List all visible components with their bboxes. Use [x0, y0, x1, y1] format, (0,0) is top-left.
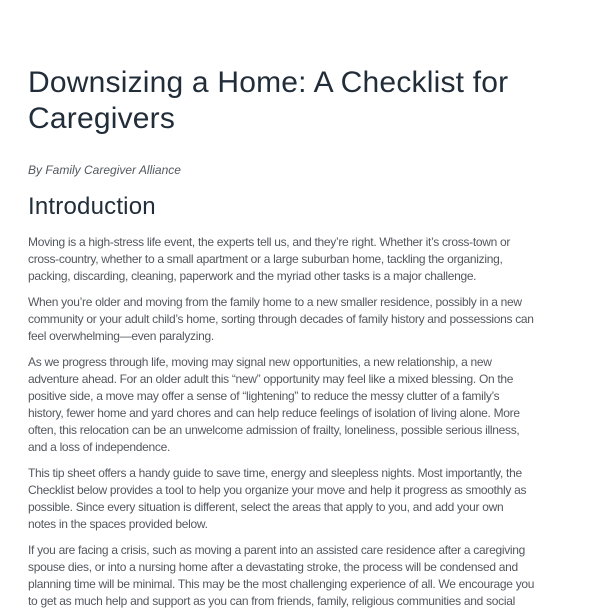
paragraph: As we progress through life, moving may signal new opportunities, a new relationship, a new adventure ahead. For an older adult this “new” opportunity may feel like a mixed blessing. On the positive side, a move may offer a sense of “lightening” to reduce the messy clutter of a family’s history, fewer home and yard chores and can help reduce feelings of isolation of living alone. More often, this relocation can be an unwelcome admission of frailty, loneliness, possible serious illness, and a loss of independence.: [28, 355, 520, 454]
introduction-body: [28, 234, 575, 610]
section-heading-introduction: Introduction: [28, 193, 156, 220]
paragraph: This tip sheet offers a handy guide to save time, energy and sleepless nights. Most importantly, the Checklist below provides a tool to help you organize your move and help it progress as smoothly as possible. Since every situation is different, select the areas that apply to you, and add your own notes in the spaces provided below.: [28, 466, 527, 531]
paragraph: When you’re older and moving from the family home to a new smaller residence, possibly in a new community or your adult child’s home, sorting through decades of family history and possessions can feel overwhelming—even paralyzing.: [28, 295, 534, 343]
paragraph: Moving is a high-stress life event, the experts tell us, and they’re right. Whether it’s cross-town or cross-country, whether to a small apartment or a large suburban home, tackling the organizing, packing, discarding, cleaning, paperwork and the myriad other tasks is a major challenge.: [28, 235, 511, 283]
byline: By Family Caregiver Alliance: [28, 163, 181, 177]
page-title: Downsizing a Home: A Checklist for Caregivers: [28, 66, 509, 135]
paragraph: If you are facing a crisis, such as moving a parent into an assisted care residence after a caregiving spouse dies, or into a nursing home after a devastating stroke, the process will be condensed and planning time will be minimal. This may be the most challenging experience of all. We encourage you to get as much help and support as you can from friends, family, religious communities and social: [28, 543, 535, 608]
